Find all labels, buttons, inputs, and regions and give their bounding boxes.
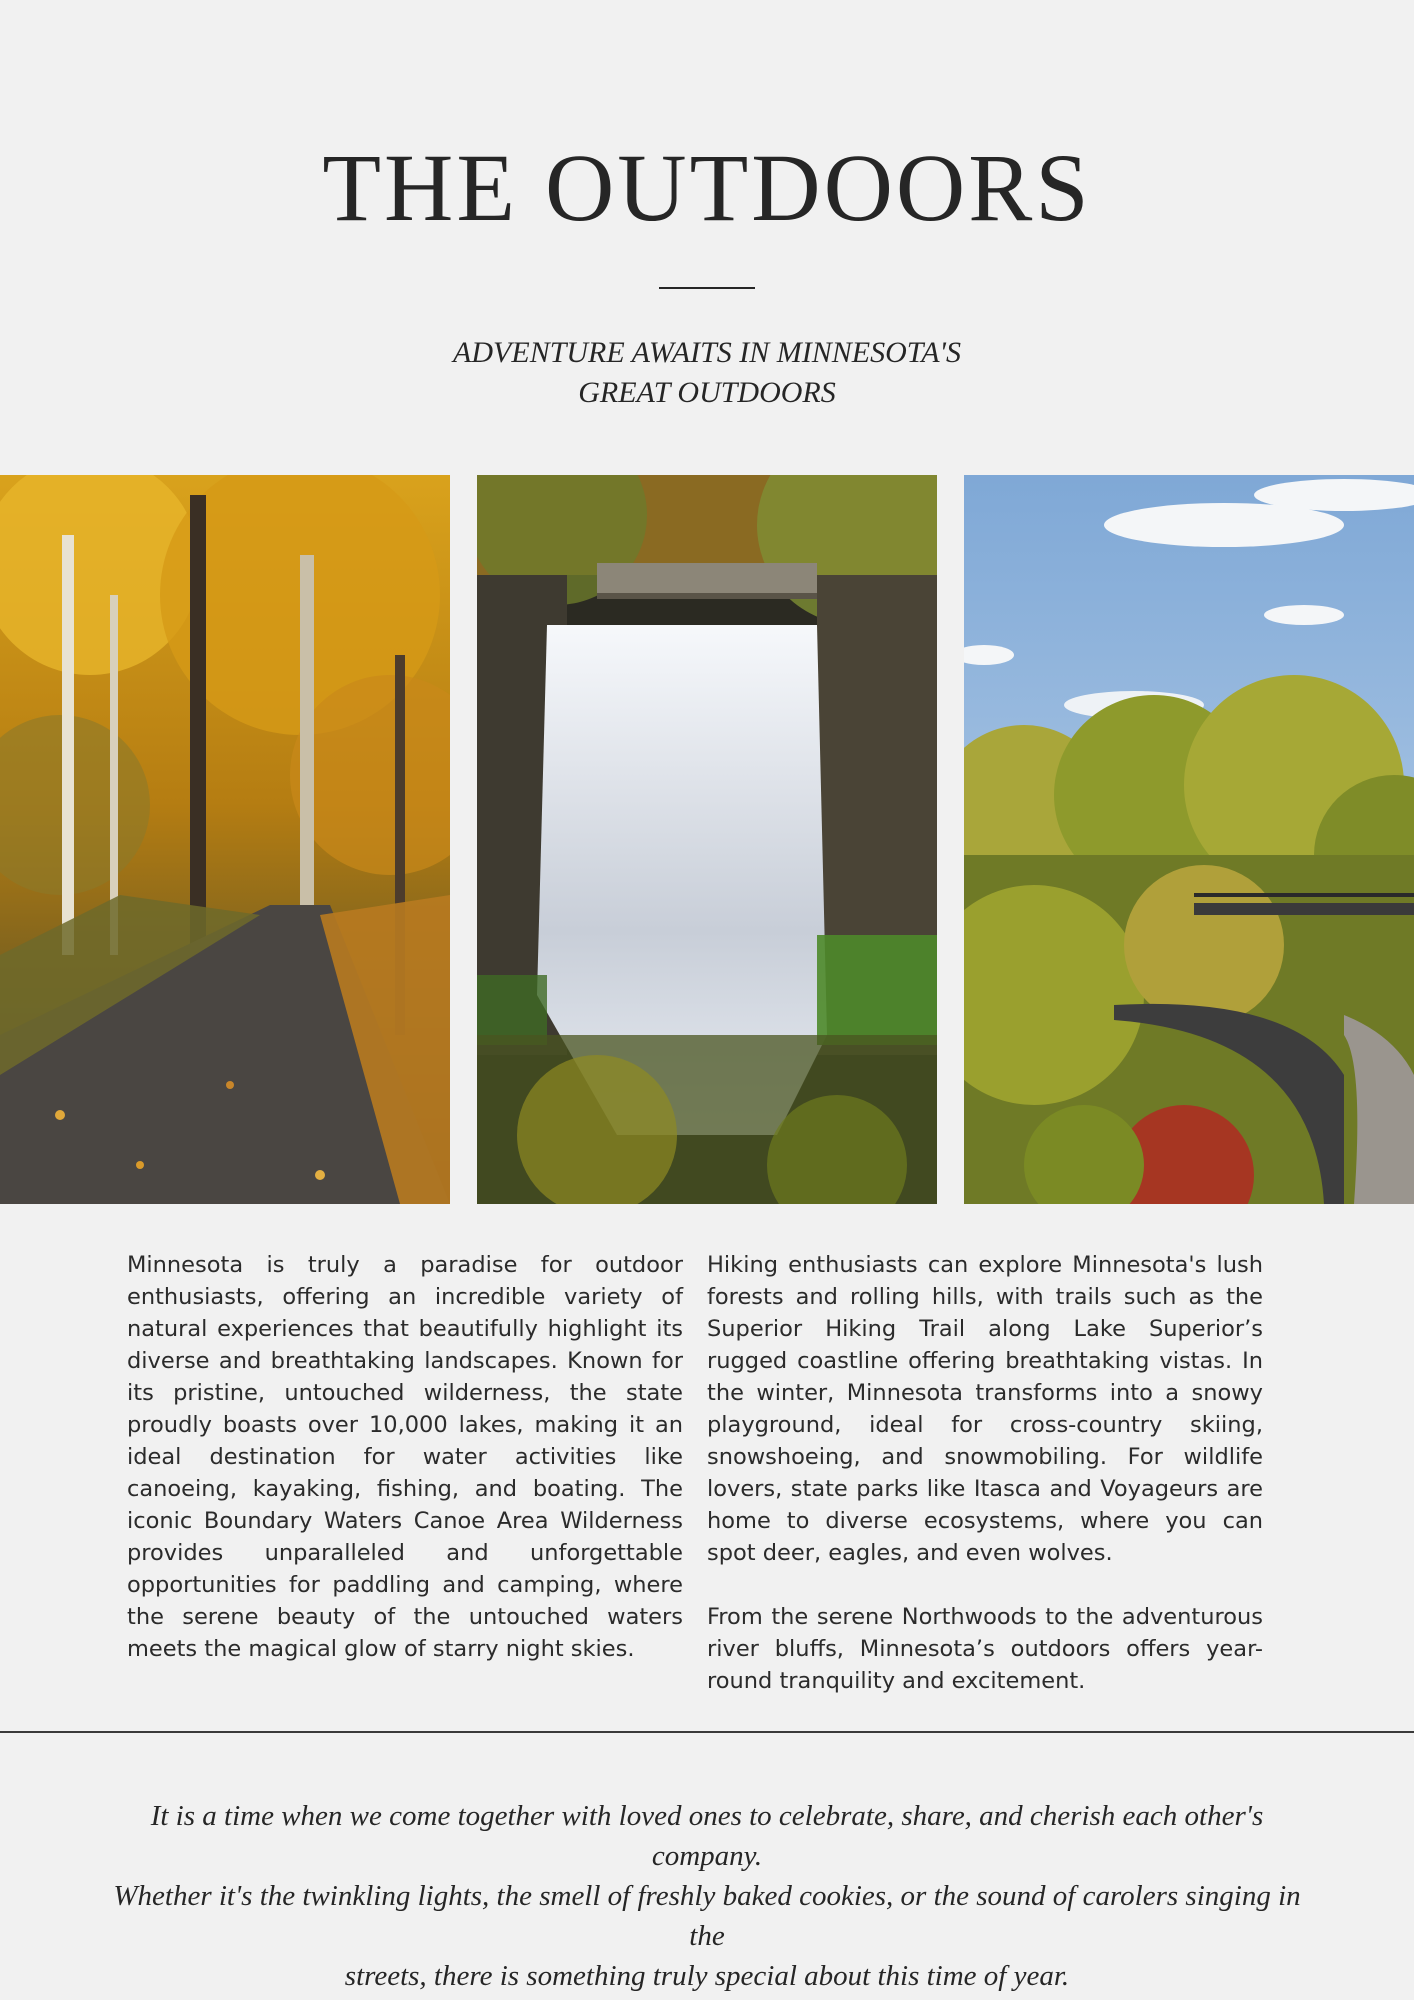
waterfall-photo — [477, 475, 937, 1204]
subtitle-line-2: GREAT OUTDOORS — [578, 376, 836, 409]
page-subtitle — [0, 333, 1414, 413]
closing-quote — [100, 1796, 1314, 1996]
title-divider — [659, 287, 755, 289]
body-paragraph: Hiking enthusiasts can explore Minnesota's lush forests and rolling hills, with trails such as the Superior Hiking Trail along Lake Superior’s rugged coastline offering breathtaking vistas. In the winter, Minnesota transforms into a snowy playground, ideal for cross-country skiing, snowshoeing, and snowmobiling. For wildlife lovers, state parks like Itasca and Voyageurs are home to diverse ecosystems, where you can spot deer, eagles, and even wolves. — [707, 1252, 1263, 1566]
bridge-and-trees-photo — [964, 475, 1414, 1204]
page-title: THE OUTDOORS — [322, 134, 1092, 241]
body-paragraph: Minnesota is truly a paradise for outdoor enthusiasts, offering an incredible variety of natural experiences that beautifully highlight its diverse and breathtaking landscapes. Known for its pristine, untouched wilderness, the state proudly boasts over 10,000 lakes, making it an ideal destination for water activities like canoeing, kayaking, fishing, and boating. The iconic Boundary Waters Canoe Area Wilderness provides unparalleled and unforgettable opportunities for paddling and camping, where the serene beauty of the untouched waters meets the magical glow of starry night skies. — [127, 1252, 683, 1662]
body-paragraph: From the serene Northwoods to the adventurous river bluffs, Minnesota’s outdoors offers year-round tranquility and excitement. — [707, 1604, 1263, 1694]
quote-line-2: Whether it's the twinkling lights, the smell of freshly baked cookies, or the sound of carolers singing in the — [113, 1880, 1301, 1952]
subtitle-line-1: ADVENTURE AWAITS IN MINNESOTA'S — [453, 336, 961, 369]
quote-line-1: It is a time when we come together with loved ones to celebrate, share, and cherish each other's company. — [150, 1800, 1264, 1872]
section-divider — [0, 1731, 1414, 1733]
body-column-right — [707, 1249, 1263, 1697]
body-column-left — [127, 1249, 683, 1665]
autumn-forest-path-photo — [0, 475, 450, 1204]
quote-line-3: streets, there is something truly special about this time of year. — [344, 1960, 1070, 1992]
